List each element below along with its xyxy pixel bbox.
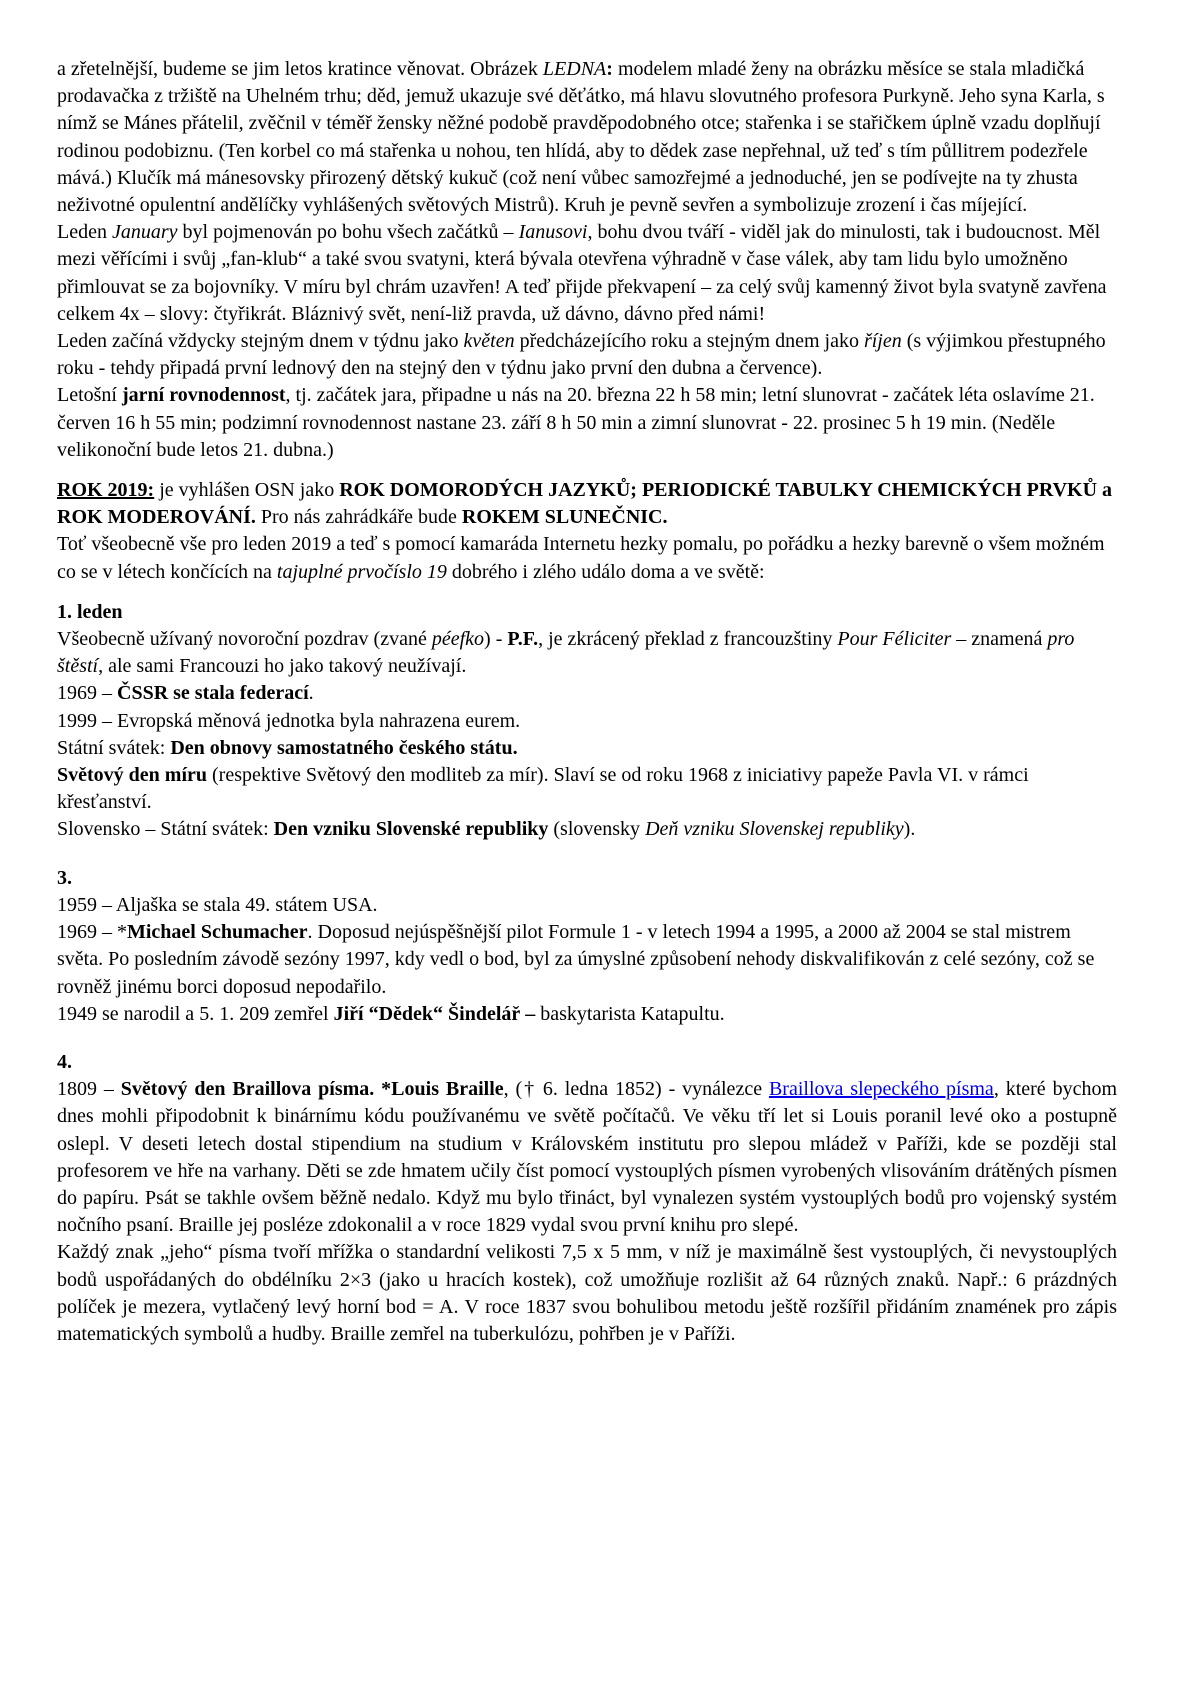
- text-run: ROK 2019:: [57, 479, 155, 502]
- text-run: 1949 se narodil a 5. 1. 209 zemřel: [57, 1002, 334, 1025]
- text-run: ČSSR se stala federací: [117, 682, 309, 705]
- text-run: Všeobecně užívaný novoroční pozdrav (zvané: [57, 628, 432, 651]
- section-3-january-body: [57, 892, 1117, 1028]
- text-run: říjen: [863, 330, 902, 353]
- text-run: , je zkrácený překlad z francouzštiny: [538, 628, 838, 651]
- text-run: .: [308, 682, 314, 705]
- text-run: Světový den Braillova písma. *Louis Braille: [120, 1078, 504, 1101]
- text-run: Pro nás zahrádkáře bude: [255, 506, 462, 529]
- text-run: Letošní: [57, 384, 122, 407]
- section-4-january-body: [57, 1076, 1117, 1348]
- text-run: Leden: [57, 221, 112, 244]
- text-line: [57, 919, 1117, 1001]
- text-line: [57, 735, 1117, 762]
- section-1-january-body: [57, 626, 1117, 844]
- text-line: [57, 816, 1117, 843]
- text-line: [57, 708, 1117, 735]
- text-run: baskytarista Katapultu.: [535, 1002, 725, 1025]
- text-run: , ale sami Francouzi ho jako takový neužívají.: [98, 655, 467, 678]
- text-run: Deň vzniku Slovenskej republiky: [645, 818, 904, 841]
- text-run: 1999 – Evropská měnová jednotka byla nahrazena eurem.: [57, 709, 521, 732]
- braille-link[interactable]: Braillova slepeckého písma: [768, 1078, 994, 1101]
- paragraph-year-2019: [57, 477, 1117, 531]
- text-run: Slovensko – Státní svátek:: [57, 818, 274, 841]
- text-run: – znamená: [951, 628, 1048, 651]
- text-run: Toť všeobecně vše pro leden 2019 a teď s pomocí kamaráda Internetu hezky pomalu, po pořádku a hezky barevně o všem možném co se v létech končících na: [57, 533, 1105, 583]
- text-run: P.F.: [507, 628, 539, 651]
- text-run: ROKEM SLUNEČNIC.: [461, 506, 668, 529]
- text-run: modelem mladé ženy na obrázku měsíce se stala mladičká prodavačka z tržiště na Uhelném trhu; děd, jemuž ukazuje své děťátko, má hlavu slovutného profesora Purkyně. Jeho syna Karla, s nímž se Mánes přátelil, zvěčnil v téměř žensky něžné podobě pravděpodobného otce; stařenka i se stařičkem úplně vzadu doplňují rodinou podobiznu. (Ten korbel co má stařenka u nohou, ten hlídá, aby to dědek zase nepřehnal, už teď s tím půllitrem podezřele mává.) Klučík má mánesovsky přirozený dětský kukuč (což není vůbec samozřejmé a jednoduché, jen se podívejte na ty zhusta neživotné opulentní andělíčky vyhlášených světových Mistrů). Kruh je pevně sevřen a symbolizuje zrození i čas míjející.: [57, 58, 1105, 217]
- text-run: Den obnovy samostatného českého státu.: [170, 736, 518, 759]
- text-run: Každý znak „jeho“ písma tvoří mřížka o standardní velikosti 7,5 x 5 mm, v níž je maximálně šest vystouplých, či nevystouplých bodů uspořádaných do obdélníku 2×3 (jako u hracích kostek), což umožňuje rozlišit až 64 různých znaků. Např.: 6 prázdných políček je mezera, vytlačený levý horní bod = A. V roce 1837 svou bohulibou metodu ještě rozšířil přidáním znamének pro zápis matematických symbolů a hudby. Braille zemřel na tuberkulózu, pohřben je v Paříži.: [57, 1241, 1117, 1345]
- text-run: Leden začíná vždycky stejným dnem v týdnu jako: [57, 330, 464, 353]
- text-run: tajuplné prvočíslo 19: [276, 560, 447, 583]
- text-run: Státní svátek:: [57, 736, 171, 759]
- paragraph-mikolas-ales-painting: [57, 56, 1117, 219]
- paragraph-equinox-solstice: [57, 382, 1117, 464]
- text-line: [57, 626, 1117, 680]
- text-run: . Doposud nejúspěšnější pilot Formule 1 - v letech 1994 a 1995, a 2000 až 2004 se stal mistrem světa. Po posledním závodě sezóny 1997, kdy vedl o bod, byl za úmyslné způsobení nehody diskvalifikován z celé sezóny, což se rovněž jinému borci doposud nepodařilo.: [57, 921, 1095, 998]
- text-run: 1809 –: [57, 1078, 121, 1101]
- text-line: [57, 680, 1117, 707]
- text-run: , († 6. ledna 1852) - vynálezce: [503, 1078, 769, 1101]
- text-run: je vyhlášen OSN jako: [154, 479, 340, 502]
- paragraph-january-weekday: [57, 328, 1117, 382]
- section-heading-3-january: 3.: [57, 866, 72, 889]
- text-run: (s výjimkou přestupného roku - tehdy připadá první lednový den na stejný den v týdnu jako první den dubna a července).: [57, 330, 1106, 380]
- text-run: ) -: [484, 628, 508, 651]
- text-run: ).: [903, 818, 916, 841]
- text-run: předcházejícího roku a stejným dnem jako: [514, 330, 864, 353]
- text-run: byl pojmenován po bohu všech začátků –: [177, 221, 519, 244]
- paragraph-intro-events: [57, 531, 1117, 585]
- text-run: , tj. začátek jara, připadne u nás na 20. března 22 h 58 min; letní slunovrat - začátek léta oslavíme 21. červen 16 h 55 min; podzimní rovnodennost nastane 23. září 8 h 50 min a zimní slunovrat - 22. prosinec 5 h 19 min. (Neděle velikonoční bude letos 21. dubna.): [57, 384, 1095, 461]
- text-run: jarní rovnodennost: [122, 384, 286, 407]
- text-run: pro štěstí: [57, 628, 1075, 678]
- text-run: ROK DOMORODÝCH JAZYKŮ; PERIODICKÉ TABULKY CHEMICKÝCH PRVKŮ a ROK MODEROVÁNÍ.: [57, 479, 1113, 529]
- text-run: , bohu dvou tváří - viděl jak do minulosti, tak i budoucnost. Měl mezi věřícími i svůj „fan-klub“ a také svou svatyni, která bývala otevřena výhradně v čase válek, aby tam lidu bylo umožněno přimlouvat se za bojovníky. V míru byl chrám uzavřen! A teď přijde překvapení – za celý svůj kamenný život byla svatyně zavřena celkem 4x – slovy: čtyřikrát. Bláznivý svět, není-liž pravda, už dávno, dávno před námi!: [57, 221, 1107, 325]
- paragraph-january-origin: [57, 219, 1117, 328]
- text-run: :: [606, 58, 613, 80]
- text-run: LEDNA: [542, 58, 607, 80]
- document-page: [57, 56, 1117, 1348]
- section-heading-1-january: 1. leden: [57, 600, 123, 623]
- text-line: [57, 892, 1117, 919]
- text-run: , které bychom dnes mohli připodobnit k binárnímu kódu používanému ve světě počítačů. Ve věku tří let si Louis poranil levé oko a postupně oslepl. V deseti letech dostal stipendium na studium v Královském institutu pro slepou mládež v Paříži, kde se později stal profesorem ve hře na varhany. Děti se zde hmatem učily číst pomocí vystouplých písmen vyrobených vlisováním drátěných písmen do papíru. Psát se takhle ovšem běžně nedalo. Když mu bylo třináct, byl vynalezen systém vystouplých bodů pro vojenský systém nočního psaní. Braille jej posléze zdokonalil a v roce 1829 vydal svou první knihu pro slepé.: [57, 1078, 1118, 1237]
- text-run: 1969 – *: [57, 921, 127, 944]
- text-run: Michael Schumacher: [127, 921, 308, 944]
- text-run: (respektive Světový den modliteb za mír). Slaví se od roku 1968 z iniciativy papeže Pavla VI. v rámci křesťanství.: [57, 764, 1029, 814]
- text-run: 1969 –: [57, 682, 117, 705]
- text-run: péefko: [431, 628, 485, 651]
- text-line: [57, 1001, 1117, 1028]
- section-heading-4-january: 4.: [57, 1050, 72, 1073]
- text-run: (slovensky: [548, 818, 646, 841]
- text-run: květen: [463, 330, 515, 353]
- text-line: [57, 1239, 1117, 1348]
- text-run: January: [111, 221, 178, 244]
- text-run: Světový den míru: [57, 764, 207, 787]
- text-run: Pour Féliciter: [837, 628, 952, 651]
- text-run: 1959 – Aljaška se stala 49. státem USA.: [57, 893, 378, 916]
- text-line: [57, 762, 1117, 816]
- text-run: dobrého i zlého událo doma a ve světě:: [446, 560, 765, 583]
- text-run: Den vzniku Slovenské republiky: [273, 818, 549, 841]
- text-run: Jiří “Dědek“ Šindelář –: [333, 1002, 536, 1025]
- text-run: Ianusovi: [518, 221, 588, 244]
- text-run: a zřetelnější, budeme se jim letos kratince věnovat. Obrázek: [57, 58, 543, 80]
- text-line: [57, 1076, 1117, 1239]
